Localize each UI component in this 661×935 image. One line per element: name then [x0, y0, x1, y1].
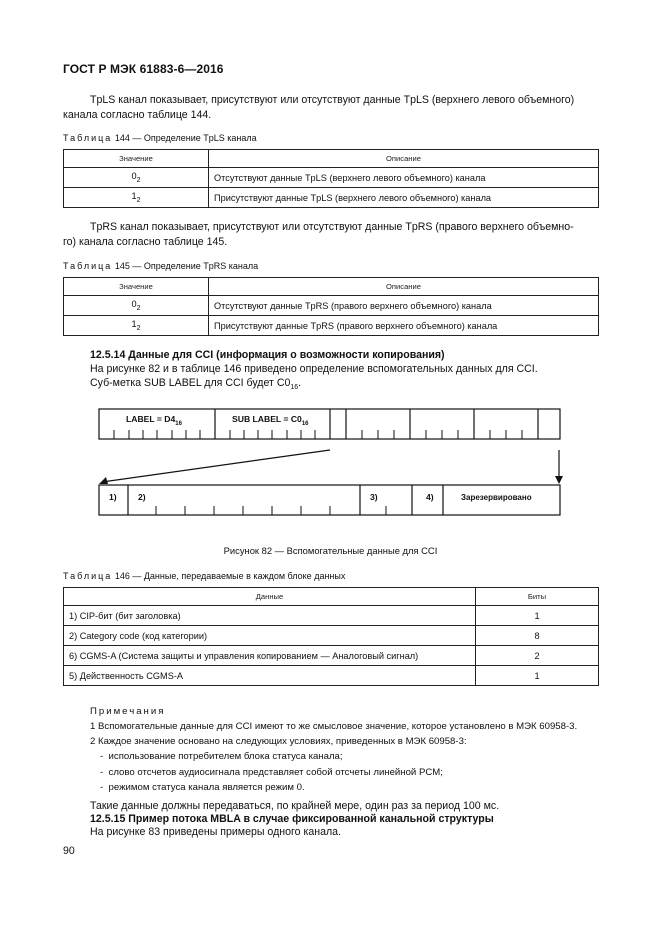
closing-line2: На рисунке 83 приведены примеры одного канала. [90, 826, 341, 838]
table-row [64, 168, 599, 188]
table146-bits-cell: 8 [476, 626, 599, 646]
field-1-label: 1) [109, 492, 117, 502]
tpls-paragraph-line2: канала согласно таблице 144. [63, 109, 212, 121]
cci-line1: На рисунке 82 и в таблице 146 приведено определение вспомогательных данных для CCI. [90, 363, 538, 375]
field-4-label: 4) [426, 492, 434, 502]
table145-caption [63, 261, 258, 271]
tprs-paragraph-line2: го) канала согласно таблице 145. [63, 236, 228, 248]
table146-bits-cell: 1 [476, 666, 599, 686]
notes-title: Примечания [90, 706, 166, 717]
table-row [64, 666, 599, 686]
sublabel-field-text: SUB LABEL = $C0_{16}$ [232, 414, 309, 427]
table146-caption [63, 571, 345, 581]
arrow-head-left [99, 477, 108, 484]
note-1: 1 Вспомогательные данные для CCI имеют то же смысловое значение, которое установлено в МЭК 60958-3. [90, 721, 578, 732]
field-2-label: 2) [138, 492, 146, 502]
table-row [64, 296, 599, 316]
table146-data-cell: 6) CGMS-A (Система защиты и управления копированием — Аналоговый сигнал) [64, 646, 476, 666]
cci-line2: Суб-метка SUB LABEL для CCI будет $C0_{16}$. [90, 377, 302, 392]
table144-caption-text: 144 — Определение TpLS канала [114, 133, 257, 143]
table144-value-cell: $0_2$ [64, 168, 209, 188]
table146-col-data: Данные [64, 588, 476, 606]
figure82-caption: Рисунок 82 — Вспомогательные данные для CCI [223, 545, 438, 556]
table144-desc-cell: Отсутствуют данные TpLS (верхнего левого объемного) канала [209, 168, 599, 188]
table146-bits-cell: 2 [476, 646, 599, 666]
tprs-paragraph-line1: TpRS канал показывает, присутствуют или отсутствуют данные TpRS (правого верхнего объемно- [90, 221, 574, 233]
table144-col-value: Значение [64, 150, 209, 168]
table146-data-cell: 2) Category code (код категории) [64, 626, 476, 646]
section-12-5-14-heading: 12.5.14 Данные для CCI (информация о возможности копирования) [90, 349, 445, 361]
label-field-text: LABEL = $D4_{16}$ [126, 414, 182, 427]
reserved-field-label: Зарезервировано [461, 493, 532, 502]
page-number: 90 [63, 845, 75, 857]
table145-col-value: Значение [64, 278, 209, 296]
table-row [64, 606, 599, 626]
note-bullet: - режимом статуса канала является режим 0. [100, 782, 305, 793]
table146-caption-text: 146 — Данные, передаваемые в каждом блоке данных [114, 571, 346, 581]
table144-caption-prefix: Таблица [63, 133, 113, 143]
figure-82-diagram [0, 400, 661, 525]
table145-caption-text: 145 — Определение TpRS канала [114, 261, 259, 271]
table146-col-bits: Биты [476, 588, 599, 606]
section-12-5-15-heading: 12.5.15 Пример потока MBLA в случае фиксированной канальной структуры [90, 813, 494, 825]
table-row [64, 188, 599, 208]
closing-line1: Такие данные должны передаваться, по крайней мере, один раз за период 100 мс. [90, 800, 500, 812]
expansion-arrow-left [102, 450, 330, 482]
table144-desc-cell: Присутствуют данные TpLS (верхнего левого объемного) канала [209, 188, 599, 208]
table144-value-cell: $1_2$ [64, 188, 209, 208]
table146-bits-cell: 1 [476, 606, 599, 626]
table-146 [63, 587, 599, 686]
note-2: 2 Каждое значение основано на следующих условиях, приведенных в МЭК 60958-3: [90, 736, 467, 747]
table146-data-cell: 5) Действенность CGMS-A [64, 666, 476, 686]
document-header: ГОСТ Р МЭК 61883-6—2016 [63, 62, 224, 76]
table145-col-desc: Описание [209, 278, 599, 296]
note-bullet: - использование потребителем блока статуса канала; [100, 751, 343, 762]
table146-data-cell: 1) CIP-бит (бит заголовка) [64, 606, 476, 626]
note-bullet: - слово отсчетов аудиосигнала представляет собой отсчеты линейной PCM; [100, 767, 443, 778]
table145-value-cell: $1_2$ [64, 316, 209, 336]
arrow-head-right [555, 476, 563, 484]
table-144 [63, 149, 599, 208]
table-row [64, 626, 599, 646]
table-row [64, 316, 599, 336]
table-145 [63, 277, 599, 336]
table145-desc-cell: Присутствуют данные TpRS (правого верхнего объемного) канала [209, 316, 599, 336]
table144-caption [63, 133, 257, 143]
table145-caption-prefix: Таблица [63, 261, 113, 271]
tpls-paragraph-line1: TpLS канал показывает, присутствуют или отсутствуют данные TpLS (верхнего левого объемного) [90, 94, 575, 106]
table146-caption-prefix: Таблица [63, 571, 113, 581]
table144-col-desc: Описание [209, 150, 599, 168]
field-3-label: 3) [370, 492, 378, 502]
table145-desc-cell: Отсутствуют данные TpRS (правого верхнего объемного) канала [209, 296, 599, 316]
table145-value-cell: $0_2$ [64, 296, 209, 316]
table-row [64, 646, 599, 666]
